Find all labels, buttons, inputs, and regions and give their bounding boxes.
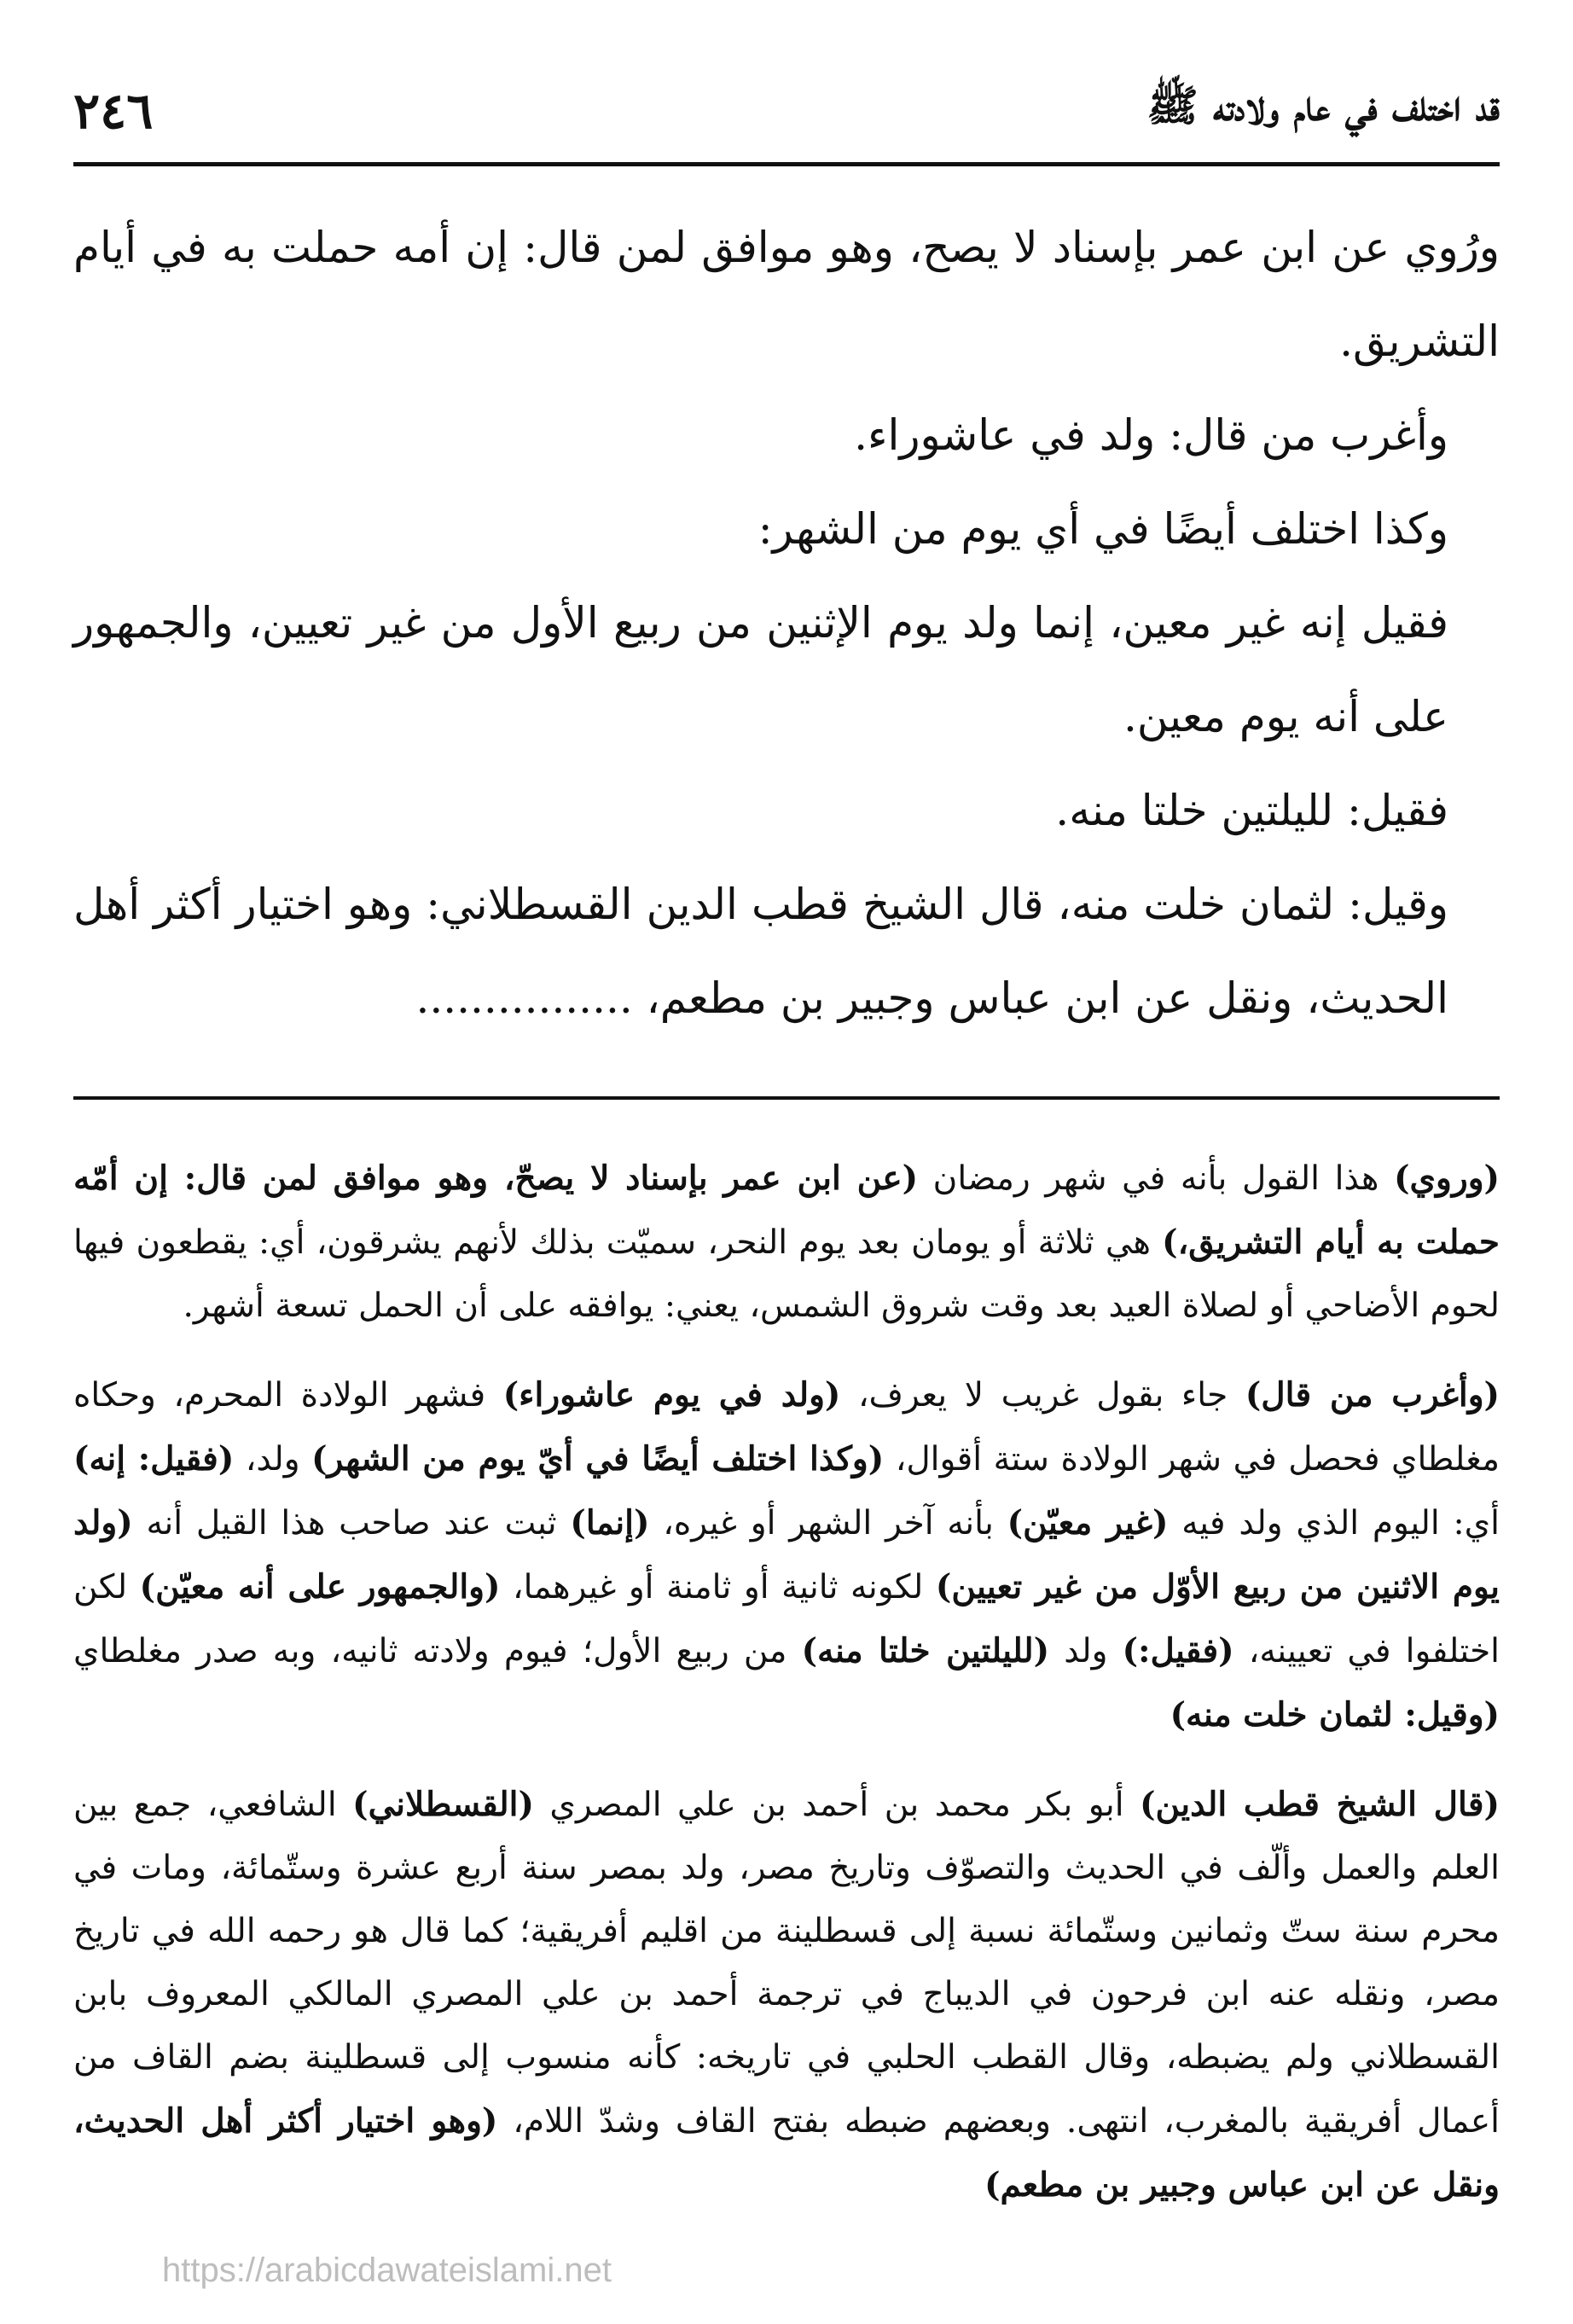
commentary-text: هي ثلاثة أو يومان بعد يوم النحر، سميّت بذلك لأنهم يشرقون، أي: يقطعون فيها لحوم الأضاحي أو لصلاة العيد بعد وقت شروق الشمس، يعني: يوافقه على أن الحمل تسعة أشهر. [73, 1223, 1500, 1325]
page-header [73, 60, 1500, 166]
main-paragraph: فقيل: لليلتين خلتا منه. [1055, 786, 1448, 835]
quoted-text: (غير معيّن) [1007, 1503, 1169, 1543]
commentary-text: بأنه آخر الشهر أو غيره، [649, 1504, 1007, 1543]
commentary-paragraph [73, 1147, 1500, 1338]
quoted-text: (لليلتين خلتا منه) [801, 1631, 1050, 1670]
book-page [73, 60, 1500, 2290]
main-paragraph: وقيل: لثمان خلت منه، قال الشيخ قطب الدين القسطلاني: وهو اختيار أكثر أهل الحديث، ونقل عن ابن عباس وجبير بن مطعم، ................ [73, 880, 1448, 1023]
main-paragraph: فقيل إنه غير معين، إنما ولد يوم الإثنين من ربيع الأول من غير تعيين، والجمهور على أنه يوم معين. [73, 598, 1448, 741]
quoted-text: (ولد يوم الاثنين من ربيع الأوّل من غير تعيين) [73, 1503, 1500, 1606]
commentary-text: جاء بقول غريب لا يعرف، [840, 1376, 1245, 1415]
commentary-text: من ربيع الأول؛ فيوم ولادته ثانيه، وبه صدر مغلطاي [73, 1632, 802, 1670]
commentary-text: لكونه ثانية أو ثامنة أو غيرهما، [500, 1568, 936, 1606]
commentary-text: أبو بكر محمد بن أحمد بن علي المصري [533, 1786, 1141, 1824]
watermark-url: https://arabicdawateislami.net [162, 2251, 612, 2289]
quoted-text: (وقيل: لثمان خلت منه) [1170, 1695, 1500, 1734]
quoted-text: (فقيل: إنه) [73, 1439, 235, 1479]
commentary [73, 1147, 1500, 2217]
commentary-text: ولد [1049, 1632, 1123, 1670]
quoted-text: (عن ابن عمر بإسناد لا يصحّ، وهو موافق لمن قال: إن أمّه حملت به أيام التشريق،) [73, 1159, 1500, 1262]
commentary-text: الشافعي، جمع بين العلم والعمل وألّف في الحديث والتصوّف وتاريخ مصر، ولد بمصر سنة أربع عشرة وستّمائة، ومات في محرم سنة ستّ وثمانين وستّمائة نسبة إلى قسطلينة من اقليم أفريقية؛ كما قال هو رحمه الله في تاريخ مصر، ونقله عنه ابن فرحون في الديباج في ترجمة أحمد بن علي المصري المالكي المعروف بابن القسطلاني ولم يضبطه، وقال القطب الحلبي في تاريخه: كأنه منسوب إلى قسطلينة بضم القاف من أعمال أفريقية بالمغرب، انتهى. وبعضهم ضبطه بفتح القاف وشدّ اللام، [73, 1786, 1500, 2141]
quoted-text: (وكذا اختلف أيضًا في أيّ يوم من الشهر) [311, 1439, 885, 1479]
commentary-text: فشهر الولادة المحرم، وحكاه مغلطاي فحصل في شهر الولادة ستة أقوال، [73, 1376, 1500, 1479]
quoted-text: (فقيل:) [1122, 1631, 1234, 1670]
quoted-text: (قال الشيخ قطب الدين) [1140, 1785, 1500, 1824]
quoted-text: (وهو اختيار أكثر أهل الحديث، ونقل عن ابن عباس وجبير بن مطعم) [73, 2101, 1500, 2205]
running-title: قد اختلف في عام ولادته ﷺ [1146, 80, 1500, 131]
main-paragraph: وأغرب من قال: ولد في عاشوراء. [854, 410, 1448, 460]
page-number: ٢٤٦ [73, 82, 154, 140]
quoted-text: (ولد في يوم عاشوراء) [502, 1375, 841, 1415]
commentary-text: أي: اليوم الذي ولد فيه [1168, 1504, 1500, 1543]
quoted-text: (وروي) [1394, 1159, 1500, 1198]
commentary-text: لكن اختلفوا في تعيينه، [73, 1568, 1500, 1670]
footnote-separator [73, 1096, 1500, 1100]
quoted-text: (إنما) [570, 1503, 650, 1543]
commentary-paragraph [73, 1773, 1500, 2217]
main-paragraph: ورُوي عن ابن عمر بإسناد لا يصح، وهو موافق لمن قال: إن أمه حملت به في أيام التشريق. [73, 223, 1500, 366]
main-paragraph: وكذا اختلف أيضًا في أي يوم من الشهر: [757, 504, 1448, 554]
quoted-text: (القسطلاني) [352, 1785, 534, 1824]
quoted-text: (والجمهور على أنه معيّن) [139, 1567, 501, 1606]
commentary-text: هذا القول بأنه في شهر رمضان [918, 1159, 1395, 1198]
commentary-text: ولد، [234, 1440, 312, 1479]
main-text [73, 200, 1500, 1045]
commentary-text: ثبت عند صاحب هذا القيل أنه [132, 1504, 571, 1543]
quoted-text: (وأغرب من قال) [1245, 1375, 1500, 1415]
commentary-paragraph [73, 1363, 1500, 1747]
